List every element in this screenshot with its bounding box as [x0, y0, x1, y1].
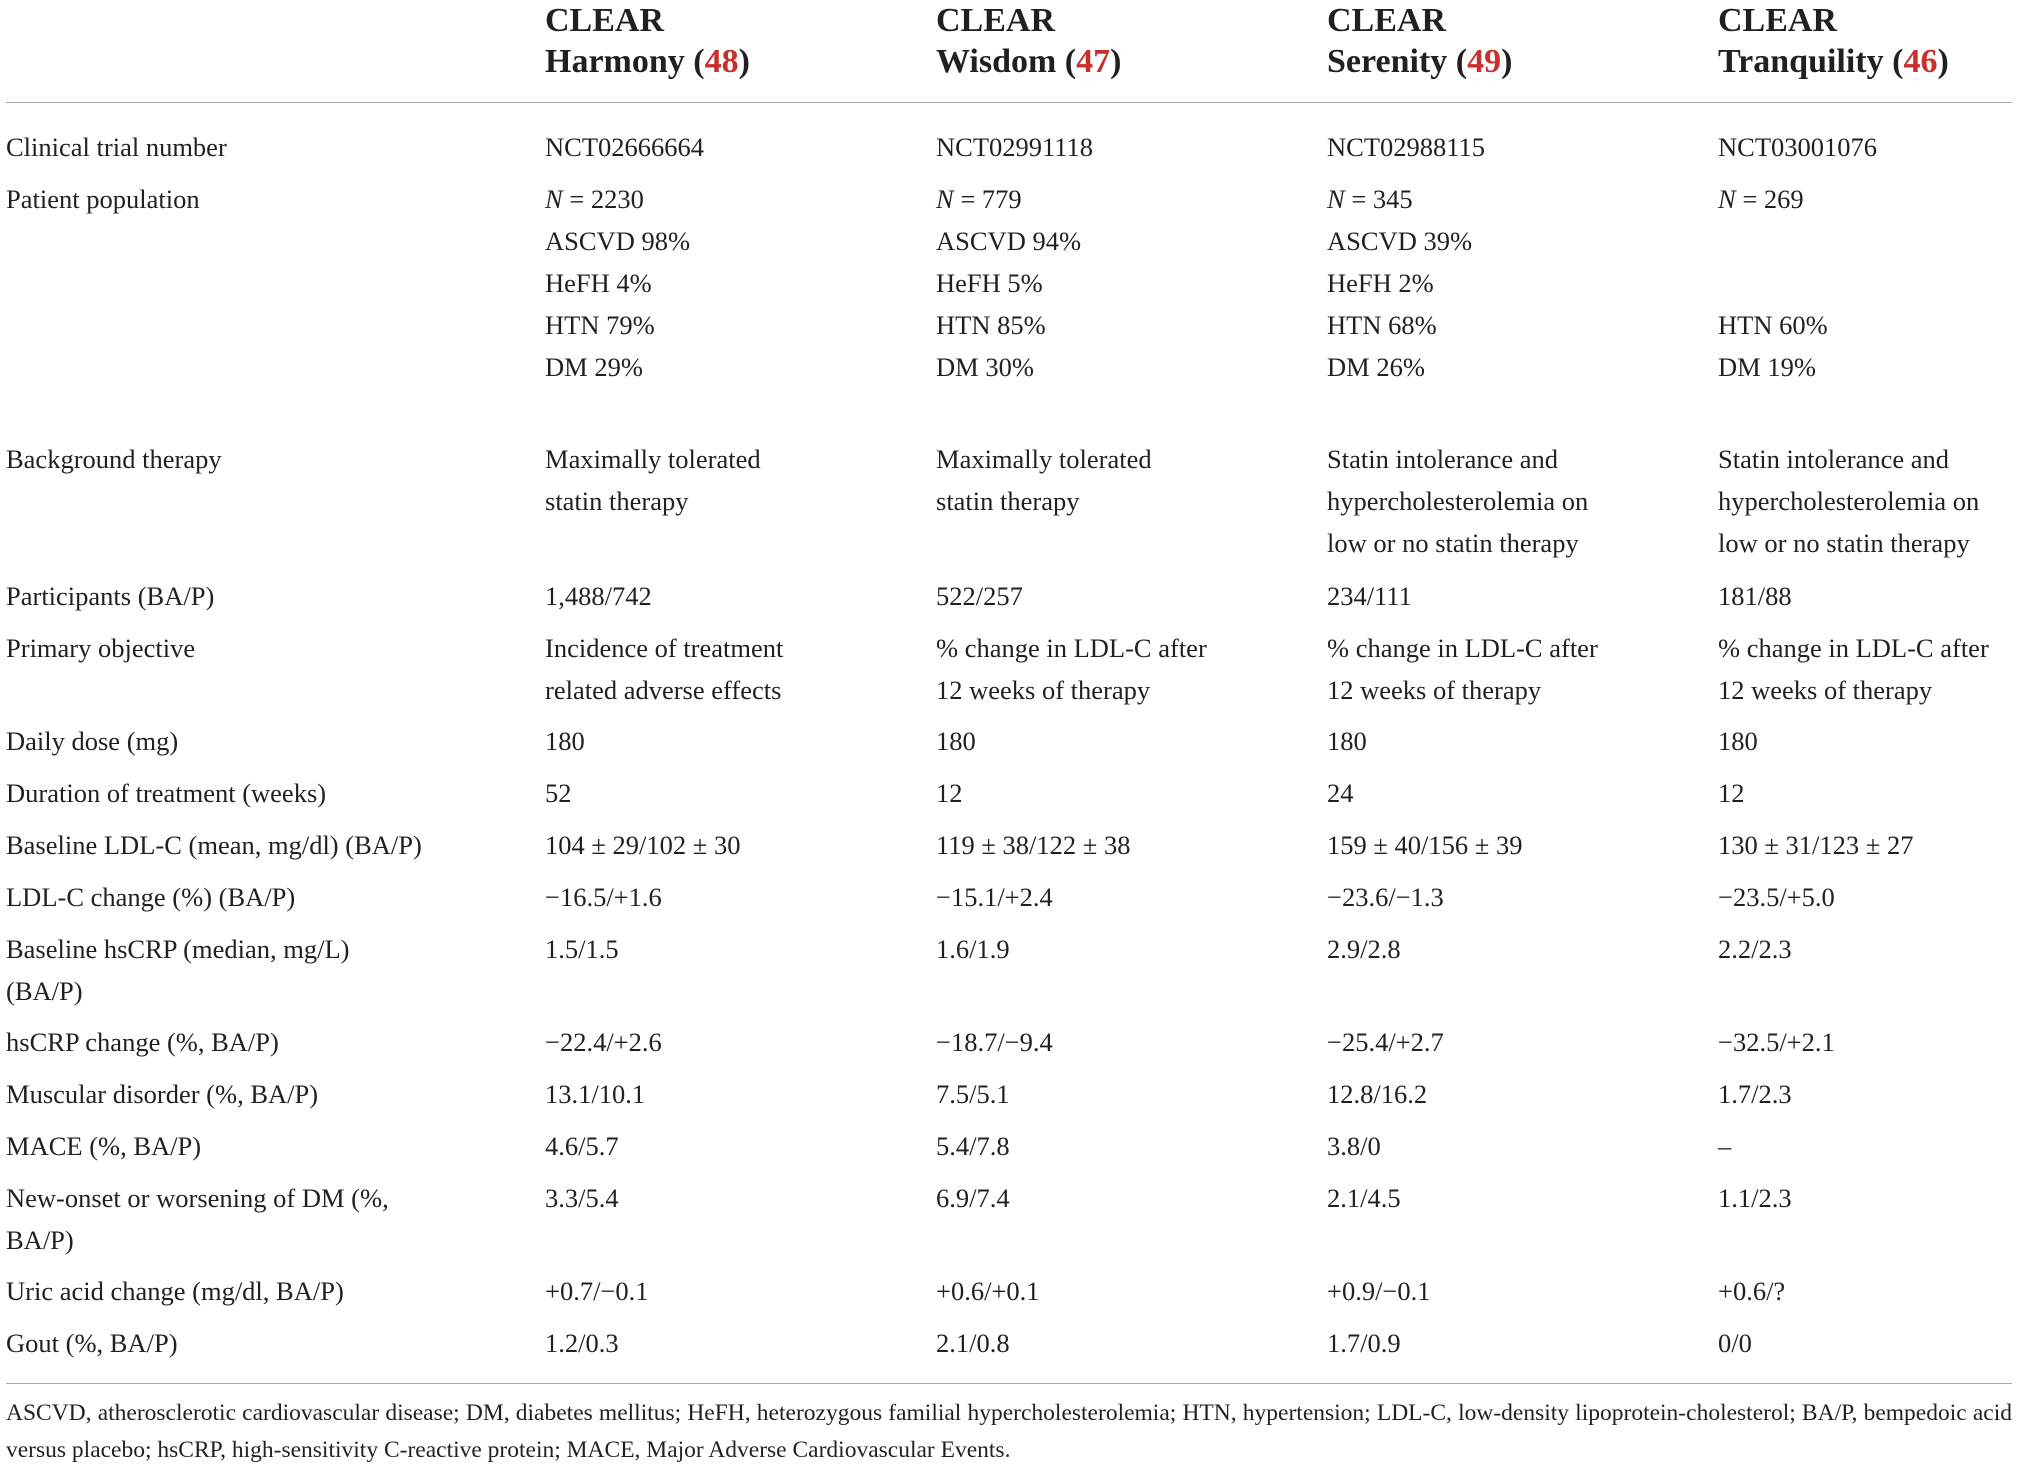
table-cell: 104 ± 29/102 ± 30	[545, 830, 741, 860]
table-cell: Maximally tolerated statin therapy	[545, 444, 761, 516]
table-cell: Maximally tolerated statin therapy	[936, 444, 1152, 516]
table-cell: 234/111	[1327, 581, 1412, 611]
table-cell: −23.6/−1.3	[1327, 882, 1444, 912]
table-cell: NCT02988115	[1327, 132, 1486, 162]
table-cell: 0/0	[1718, 1328, 1752, 1358]
table-cell: 3.8/0	[1327, 1131, 1381, 1161]
table-cell: 180	[1718, 726, 1758, 756]
table-cell: NCT03001076	[1718, 132, 1877, 162]
table-cell: 119 ± 38/122 ± 38	[936, 830, 1131, 860]
row-label: Clinical trial number	[6, 132, 227, 162]
reference-link[interactable]: 47	[1076, 43, 1111, 80]
table-cell: N = 269 HTN 60% DM 19%	[1718, 184, 1828, 382]
table-cell: 180	[1327, 726, 1367, 756]
table-cell: NCT02666664	[545, 132, 704, 162]
column-header-wisdom: CLEAR Wisdom (47)	[936, 2, 1122, 80]
row-label: Duration of treatment (weeks)	[6, 778, 327, 808]
table-cell: 5.4/7.8	[936, 1131, 1010, 1161]
row-label: LDL-C change (%) (BA/P)	[6, 882, 296, 912]
table-cell: 522/257	[936, 581, 1023, 611]
table-cell: 180	[936, 726, 976, 756]
table-cell: Statin intolerance and hypercholesterolemia on low or no statin therapy	[1718, 444, 1980, 558]
table-cell: N = 779 ASCVD 94% HeFH 5% HTN 85% DM 30%	[936, 184, 1082, 382]
reference-link[interactable]: 46	[1903, 43, 1938, 80]
table-cell: 6.9/7.4	[936, 1183, 1010, 1213]
table-cell: Incidence of treatment related adverse effects	[545, 633, 784, 705]
table-cell: 2.1/4.5	[1327, 1183, 1401, 1213]
row-label: Daily dose (mg)	[6, 726, 179, 756]
table-cell: −22.4/+2.6	[545, 1027, 662, 1057]
table-cell: 1.1/2.3	[1718, 1183, 1792, 1213]
table-cell: +0.7/−0.1	[545, 1276, 649, 1306]
row-label: Background therapy	[6, 444, 222, 474]
table-cell: 24	[1327, 778, 1354, 808]
table-cell: 1.5/1.5	[545, 934, 619, 964]
header-divider	[6, 102, 2012, 103]
row-label: Uric acid change (mg/dl, BA/P)	[6, 1276, 344, 1306]
table-cell: 1.7/0.9	[1327, 1328, 1401, 1358]
table-cell: 181/88	[1718, 581, 1792, 611]
table-cell: +0.9/−0.1	[1327, 1276, 1431, 1306]
table-cell: % change in LDL-C after 12 weeks of therapy	[936, 633, 1207, 705]
row-label: Participants (BA/P)	[6, 581, 215, 611]
row-label: Muscular disorder (%, BA/P)	[6, 1079, 319, 1109]
table-cell: 7.5/5.1	[936, 1079, 1010, 1109]
reference-link[interactable]: 48	[704, 43, 739, 80]
table-cell: −25.4/+2.7	[1327, 1027, 1444, 1057]
column-header-serenity: CLEAR Serenity (49)	[1327, 2, 1513, 80]
table-cell: −23.5/+5.0	[1718, 882, 1835, 912]
table-footnote: ASCVD, atherosclerotic cardiovascular disease; DM, diabetes mellitus; HeFH, heterozygous familial hypercholesterolemia; HTN, hypertension; LDL-C, low-density lipoprotein-cholesterol; BA/P, bempedoic acid versus placebo; hsCRP, high-sensitivity C-reactive protein; MACE, Major Adverse Cardiovascular Events.	[6, 1400, 2012, 1463]
table-cell: +0.6/+0.1	[936, 1276, 1040, 1306]
table-cell: 159 ± 40/156 ± 39	[1327, 830, 1523, 860]
table-cell: 1,488/742	[545, 581, 652, 611]
table-cell: 1.2/0.3	[545, 1328, 619, 1358]
table-cell: −32.5/+2.1	[1718, 1027, 1835, 1057]
table-cell: −15.1/+2.4	[936, 882, 1053, 912]
row-label: Gout (%, BA/P)	[6, 1328, 178, 1358]
table-cell: 2.1/0.8	[936, 1328, 1010, 1358]
table-cell: 52	[545, 778, 572, 808]
table-cell: N = 345 ASCVD 39% HeFH 2% HTN 68% DM 26%	[1327, 184, 1473, 382]
table-cell: 3.3/5.4	[545, 1183, 619, 1213]
table-cell: 13.1/10.1	[545, 1079, 646, 1109]
table-cell: 1.6/1.9	[936, 934, 1010, 964]
column-header-harmony: CLEAR Harmony (48)	[545, 2, 750, 80]
row-label: Primary objective	[6, 633, 196, 663]
table-cell: +0.6/?	[1718, 1276, 1786, 1306]
table-cell: –	[1718, 1131, 1732, 1161]
row-label: Baseline LDL-C (mean, mg/dl) (BA/P)	[6, 830, 422, 860]
table-cell: 2.2/2.3	[1718, 934, 1792, 964]
row-label: New-onset or worsening of DM (%, BA/P)	[6, 1183, 389, 1255]
table-cell: NCT02991118	[936, 132, 1094, 162]
table-cell: Statin intolerance and hypercholesterolemia on low or no statin therapy	[1327, 444, 1589, 558]
table-cell: −16.5/+1.6	[545, 882, 662, 912]
table-cell: % change in LDL-C after 12 weeks of therapy	[1718, 633, 1989, 705]
row-label: Patient population	[6, 184, 200, 214]
table-cell: 12.8/16.2	[1327, 1079, 1428, 1109]
row-label: hsCRP change (%, BA/P)	[6, 1027, 279, 1057]
table-cell: 2.9/2.8	[1327, 934, 1401, 964]
table-cell: N = 2230 ASCVD 98% HeFH 4% HTN 79% DM 29%	[545, 184, 691, 382]
table-bottom-divider	[6, 1383, 2012, 1384]
table-cell: 1.7/2.3	[1718, 1079, 1792, 1109]
column-header-tranquility: CLEAR Tranquility (46)	[1718, 2, 1949, 80]
table-cell: 130 ± 31/123 ± 27	[1718, 830, 1914, 860]
table-cell: 180	[545, 726, 585, 756]
table-cell: % change in LDL-C after 12 weeks of therapy	[1327, 633, 1598, 705]
table-cell: −18.7/−9.4	[936, 1027, 1053, 1057]
table-cell: 12	[936, 778, 963, 808]
table-cell: 4.6/5.7	[545, 1131, 619, 1161]
table-cell: 12	[1718, 778, 1745, 808]
reference-link[interactable]: 49	[1467, 43, 1502, 80]
row-label: MACE (%, BA/P)	[6, 1131, 202, 1161]
row-label: Baseline hsCRP (median, mg/L) (BA/P)	[6, 934, 350, 1006]
